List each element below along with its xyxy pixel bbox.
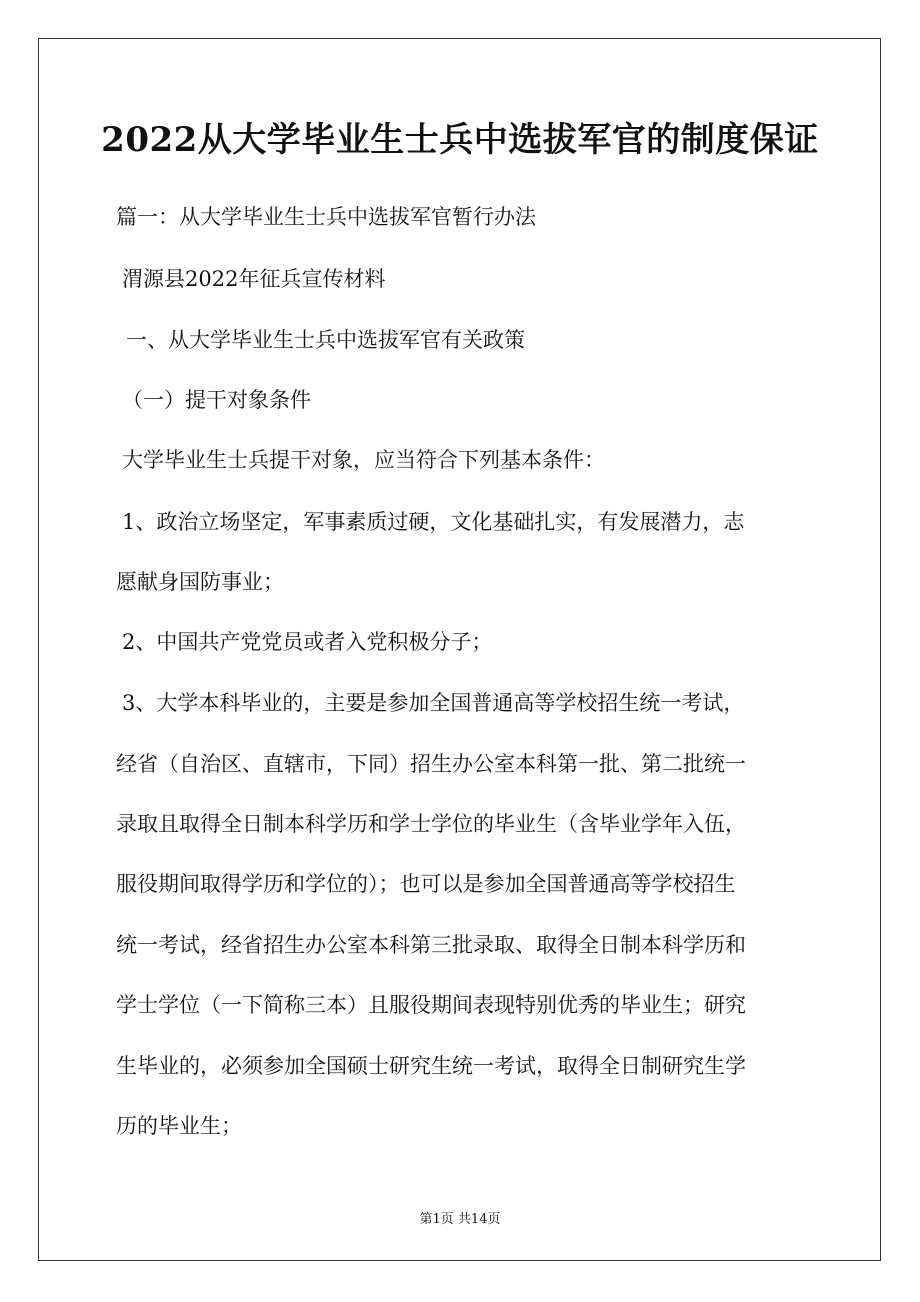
paragraph-line: 经省（自治区、直辖市，下同）招生办公室本科第一批、第二批统一: [116, 752, 746, 776]
paragraph-line: 服役期间取得学历和学位的）；也可以是参加全国普通高等学校招生: [116, 872, 736, 896]
paragraph-line: 愿献身国防事业；: [116, 570, 284, 594]
paragraph-line: 2、中国共产党党员或者入党积极分子；: [122, 630, 493, 654]
subsection-heading: （一）提干对象条件: [122, 388, 311, 412]
paragraph-line: 历的毕业生；: [116, 1114, 242, 1138]
paragraph-line: 3、大学本科毕业的，主要是参加全国普通高等学校招生统一考试，: [122, 691, 745, 715]
paragraph-line: 学士学位（一下简称三本）且服役期间表现特别优秀的毕业生；研究: [116, 993, 746, 1017]
paragraph-line: 大学毕业生士兵提干对象，应当符合下列基本条件：: [122, 448, 605, 472]
subtitle-line: 渭源县2022年征兵宣传材料: [122, 267, 386, 291]
page-number-footer: 第1页 共14页: [419, 1212, 501, 1227]
paragraph-line: 统一考试，经省招生办公室本科第三批录取、取得全日制本科学历和: [116, 933, 746, 957]
paragraph-line: 录取且取得全日制本科学历和学士学位的毕业生（含毕业学年入伍，: [116, 812, 746, 836]
section-heading-1: 篇一：从大学毕业生士兵中选拔军官暂行办法: [116, 205, 536, 229]
paragraph-line: 生毕业的，必须参加全国硕士研究生统一考试，取得全日制研究生学: [116, 1054, 746, 1078]
paragraph-line: 1、政治立场坚定，军事素质过硬，文化基础扎实，有发展潜力，志: [122, 510, 745, 534]
document-title: 2022从大学毕业生士兵中选拔军官的制度保证: [101, 120, 819, 160]
policy-heading: 一、从大学毕业生士兵中选拔军官有关政策: [126, 328, 525, 352]
